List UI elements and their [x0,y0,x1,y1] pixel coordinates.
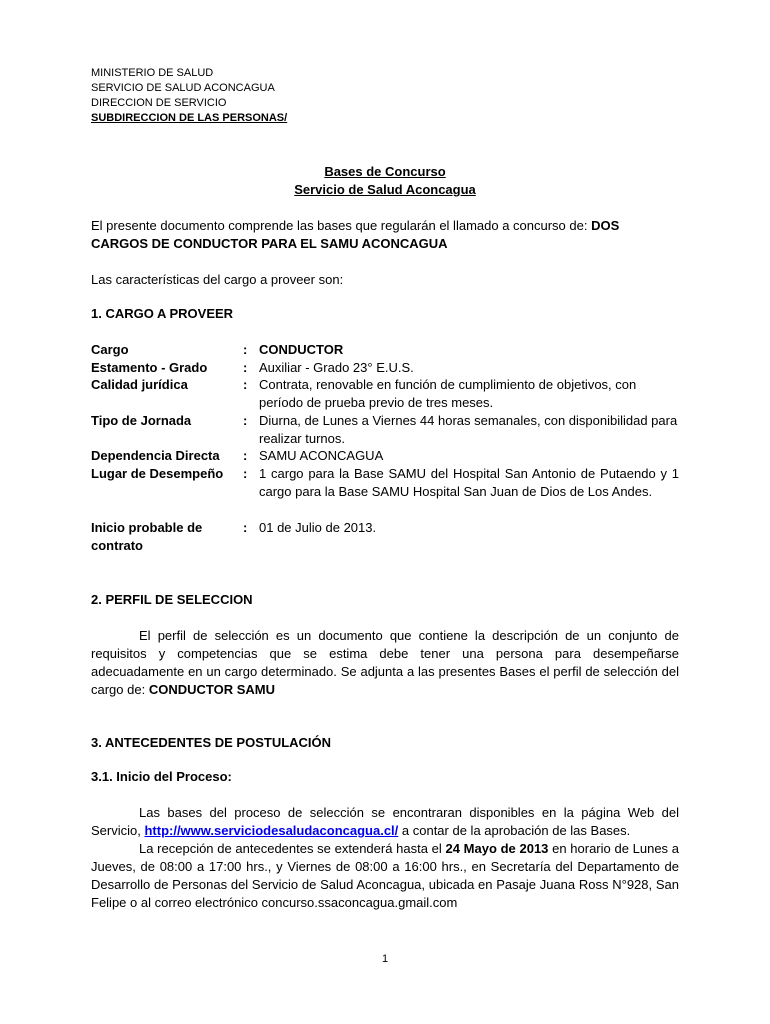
field-value: Diurna, de Lunes a Viernes 44 horas semanales, con disponibilidad para realizar turnos. [259,413,678,446]
intro-text: El presente documento comprende las bases que regularán el llamado a concurso de: [91,218,592,233]
section2-heading: 2. PERFIL DE SELECCION [91,592,253,607]
header-block [91,66,287,126]
section3-p2-text1: La recepción de antecedentes se extenderá hasta el [139,841,446,856]
section3-p1-text: Las bases del proceso de selección se encontraran disponibles en la página Web del Servicio, [91,805,679,838]
header-direction: DIRECCION DE SERVICIO [91,97,227,109]
field-colon: : [243,377,248,392]
section3-heading: 3. ANTECEDENTES DE POSTULACIÓN [91,735,332,750]
document-title: Bases de Concurso [324,164,446,179]
header-subdirection: SUBDIRECCION DE LAS PERSONAS/ [91,112,288,124]
field-label: Inicio probable de contrato [91,520,203,553]
section2-bold: CONDUCTOR SAMU [148,682,275,697]
field-colon: : [243,360,248,375]
section3-subheading: 3.1. Inicio del Proceso: [91,769,232,784]
field-colon: : [243,342,248,357]
section1-heading: 1. CARGO A PROVEER [91,306,234,321]
header-ministry: MINISTERIO DE SALUD [91,67,214,79]
field-value: 01 de Julio de 2013. [259,520,377,535]
intro-paragraph [91,217,679,253]
field-label: Estamento - Grado [91,360,208,375]
field-label: Dependencia Directa [91,448,220,463]
section3-p2-text2: en horario de Lunes a Jueves, de 08:00 a 17:00 hrs., y Viernes de 08:00 a 16:00 hrs., en Secretaría del Departamento de Desarrollo de Personas del Servicio de Salud Aconcagua, ubicada en Pasaje Juana Ross N°928, San Felipe o al correo electrónico concurso.ssaconcagua.gmail.com [91,841,679,910]
section2-paragraph [91,627,679,699]
field-label: Tipo de Jornada [91,413,192,428]
field-value: 1 cargo para la Base SAMU del Hospital San Antonio de Putaendo y 1 cargo para la Base SAMU Hospital San Juan de Dios de Los Andes. [259,466,679,499]
header-service: SERVICIO DE SALUD ACONCAGUA [91,82,275,94]
section3-p2-date: 24 Mayo de 2013 [445,841,549,856]
field-label: Lugar de Desempeño [91,466,224,481]
field-colon: : [243,466,248,481]
field-label: Calidad jurídica [91,377,188,392]
field-colon: : [243,448,248,463]
field-value: Contrata, renovable en función de cumplimiento de objetivos, con período de prueba previo de tres meses. [259,377,637,410]
field-value: CONDUCTOR [259,342,344,357]
field-value: Auxiliar - Grado 23° E.U.S. [259,360,414,375]
section3-paragraph2 [91,840,679,912]
service-website-link[interactable]: http://www.serviciodesaludaconcagua.cl/ [144,823,399,838]
section2-text: El perfil de selección es un documento que contiene la descripción de un conjunto de requisitos y competencias que se estima debe tener una persona para desempeñarse adecuadamente en un cargo determinado. Se adjunta a las presentes Bases el perfil de selección del cargo de: [91,628,679,697]
intro-bold: DOS CARGOS DE CONDUCTOR PARA EL SAMU ACONCAGUA [91,218,620,251]
page-number: 1 [381,953,389,965]
field-colon: : [243,413,248,428]
section3-paragraph1 [91,804,679,840]
field-colon: : [243,520,248,535]
field-label: Cargo [91,342,129,357]
section3-p1-tail: a contar de la aprobación de las Bases. [398,823,631,838]
document-subtitle: Servicio de Salud Aconcagua [294,182,476,197]
characteristics-intro: Las características del cargo a proveer son: [91,272,344,287]
field-value: SAMU ACONCAGUA [259,448,384,463]
